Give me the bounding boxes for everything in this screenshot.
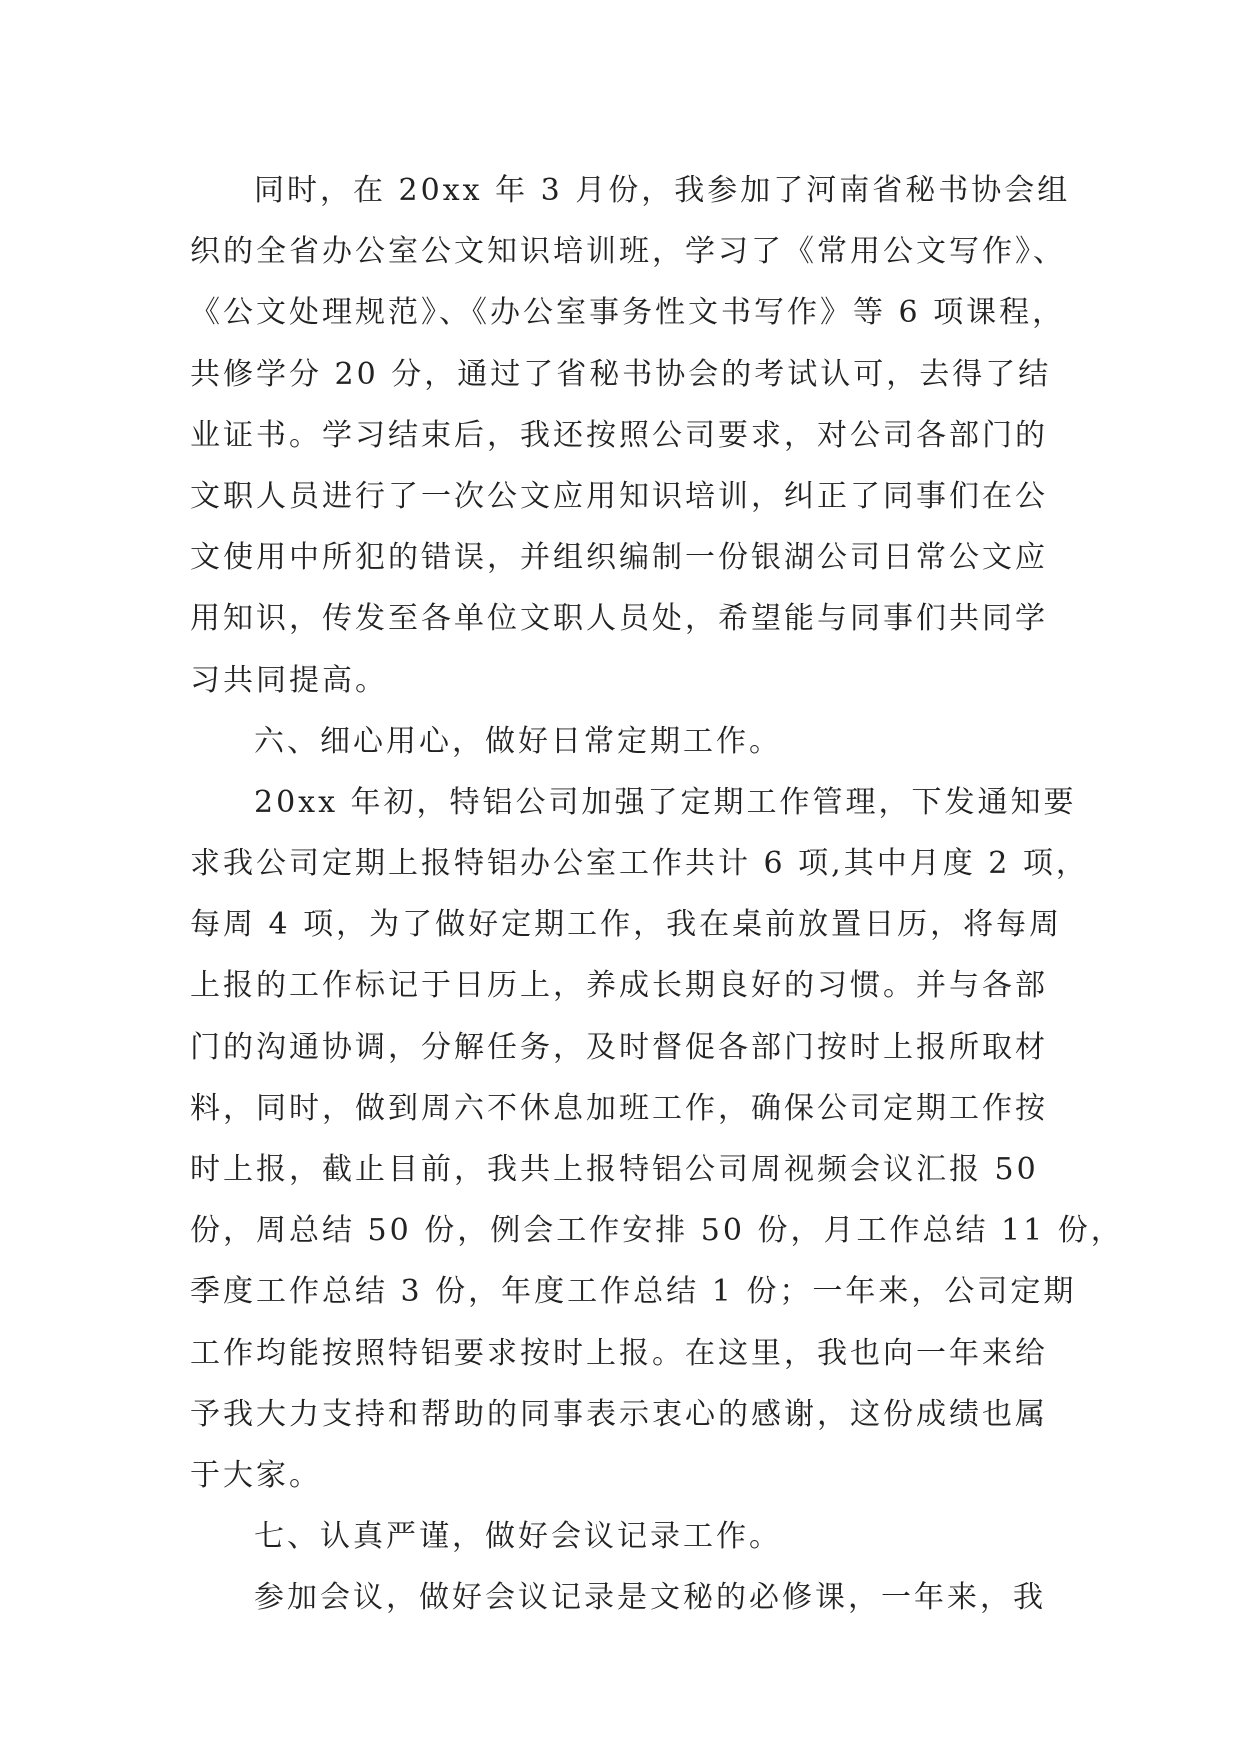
paragraph-line: 每周 4 项，为了做好定期工作，我在桌前放置日历，将每周 bbox=[190, 907, 1063, 943]
paragraph-line: 上报的工作标记于日历上，养成长期良好的习惯。并与各部 bbox=[190, 968, 1048, 1004]
paragraph-line: 工作均能按照特铝要求按时上报。在这里，我也向一年来给 bbox=[190, 1335, 1048, 1371]
paragraph-line: 于大家。 bbox=[190, 1457, 322, 1493]
paragraph-first-line: 20xx 年初，特铝公司加强了定期工作管理，下发通知要 bbox=[254, 784, 1077, 820]
paragraph-line: 份，周总结 50 份，例会工作安排 50 份，月工作总结 11 份， bbox=[190, 1213, 1124, 1249]
paragraph-line: 门的沟通协调，分解任务，及时督促各部门按时上报所取材 bbox=[190, 1029, 1048, 1065]
paragraph-line: 时上报，截止目前，我共上报特铝公司周视频会议汇报 50 bbox=[190, 1152, 1039, 1187]
paragraph-line: 业证书。学习结束后，我还按照公司要求，对公司各部门的 bbox=[190, 417, 1048, 453]
paragraph-line: 文职人员进行了一次公文应用知识培训，纠正了同事们在公 bbox=[190, 478, 1048, 514]
document-body bbox=[190, 160, 1124, 1629]
paragraph-line: 文使用中所犯的错误，并组织编制一份银湖公司日常公文应 bbox=[190, 540, 1048, 576]
paragraph-line: 共修学分 20 分，通过了省秘书协会的考试认可，去得了结 bbox=[190, 356, 1052, 392]
paragraph-first-line: 参加会议，做好会议记录是文秘的必修课，一年来，我 bbox=[254, 1580, 1046, 1616]
paragraph-line: 《公文处理规范》、《办公室事务性文书写作》等 6 项课程， bbox=[190, 295, 1066, 331]
paragraph-first-line: 七、认真严谨，做好会议记录工作。 bbox=[254, 1519, 782, 1555]
paragraph-first-line: 同时，在 20xx 年 3 月份，我参加了河南省秘书协会组 bbox=[254, 173, 1071, 208]
paragraph-line: 料，同时，做到周六不休息加班工作，确保公司定期工作按 bbox=[190, 1090, 1048, 1126]
paragraph-line: 季度工作总结 3 份，年度工作总结 1 份；一年来，公司定期 bbox=[190, 1274, 1077, 1310]
paragraph-line: 用知识，传发至各单位文职人员处，希望能与同事们共同学 bbox=[190, 601, 1048, 637]
paragraph-line: 予我大力支持和帮助的同事表示衷心的感谢，这份成绩也属 bbox=[190, 1396, 1048, 1432]
paragraph-first-line: 六、细心用心，做好日常定期工作。 bbox=[254, 723, 782, 759]
paragraph-line: 织的全省办公室公文知识培训班，学习了《常用公文写作》、 bbox=[190, 234, 1066, 270]
paragraph-line: 习共同提高。 bbox=[190, 662, 388, 698]
paragraph-line: 求我公司定期上报特铝办公室工作共计 6 项,其中月度 2 项， bbox=[190, 846, 1089, 882]
